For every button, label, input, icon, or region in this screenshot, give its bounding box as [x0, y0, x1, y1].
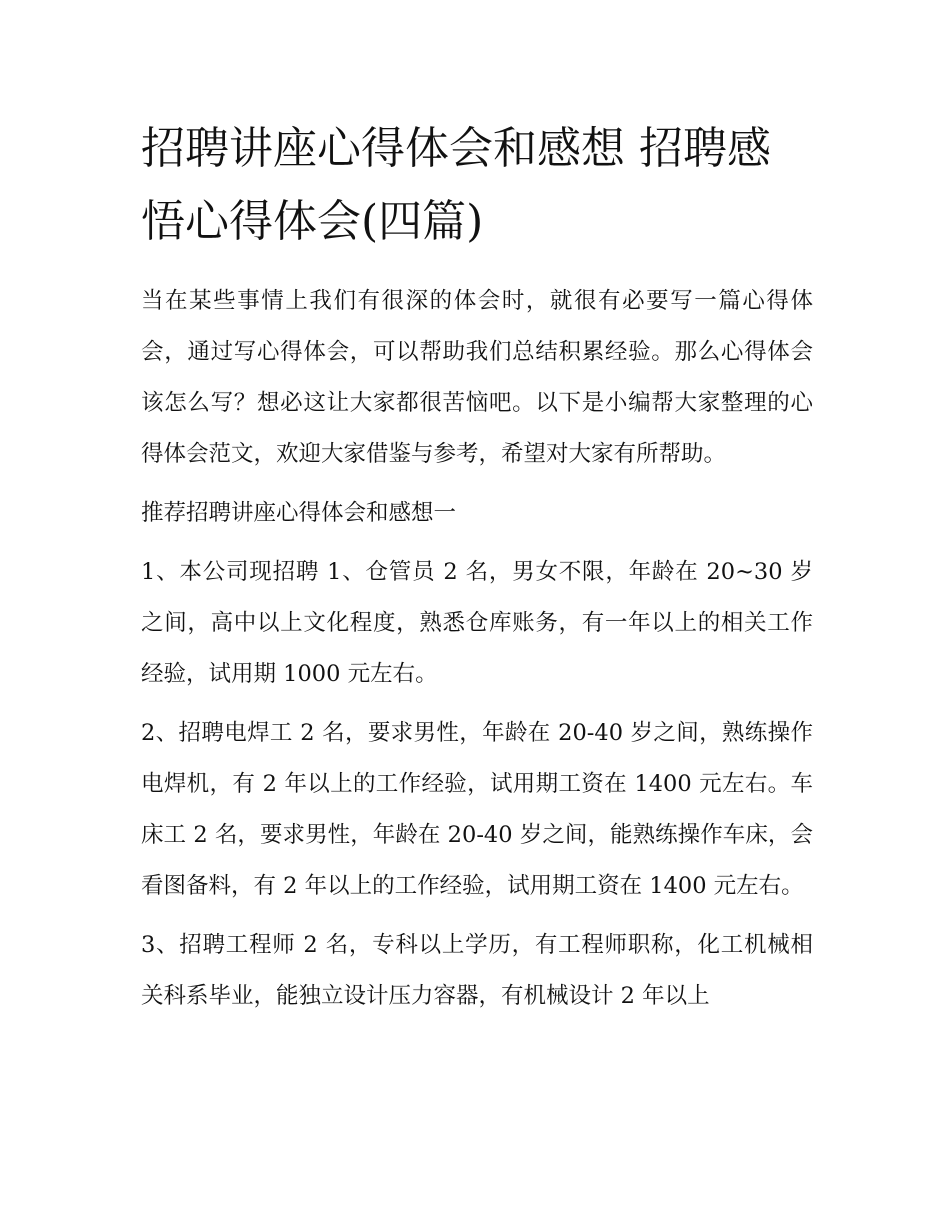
intro-paragraph: 当在某些事情上我们有很深的体会时，就很有必要写一篇心得体会，通过写心得体会，可以帮助我们总结积累经验。那么心得体会该怎么写？想必这让大家都很苦恼吧。以下是小编帮大家整理的心得体会范文，欢迎大家借鉴与参考，希望对大家有所帮助。 — [141, 288, 813, 467]
section-heading: 推荐招聘讲座心得体会和感想一 — [141, 500, 457, 526]
document-body — [141, 112, 813, 1022]
item-paragraph-3: 3、招聘工程师 2 名，专科以上学历，有工程师职称，化工机械相关科系毕业，能独立设计压力容器，有机械设计 2 年以上 — [141, 932, 813, 1009]
item-paragraph-1: 1、本公司现招聘 1、仓管员 2 名，男女不限，年龄在 20~30 岁之间，高中以上文化程度，熟悉仓库账务，有一年以上的相关工作经验，试用期 1000 元左右。 — [141, 559, 813, 687]
document-title: 招聘讲座心得体会和感想 招聘感悟心得体会(四篇) — [141, 123, 771, 247]
item-paragraph-2: 2、招聘电焊工 2 名，要求男性，年龄在 20-40 岁之间，熟练操作电焊机，有 2 年以上的工作经验，试用期工资在 1400 元左右。车床工 2 名，要求男性，年龄在 20-40 岁之间，能熟练操作车床，会看图备料，有 2 年以上的工作经验，试用期工资在 1400 元左右。 — [141, 720, 813, 899]
